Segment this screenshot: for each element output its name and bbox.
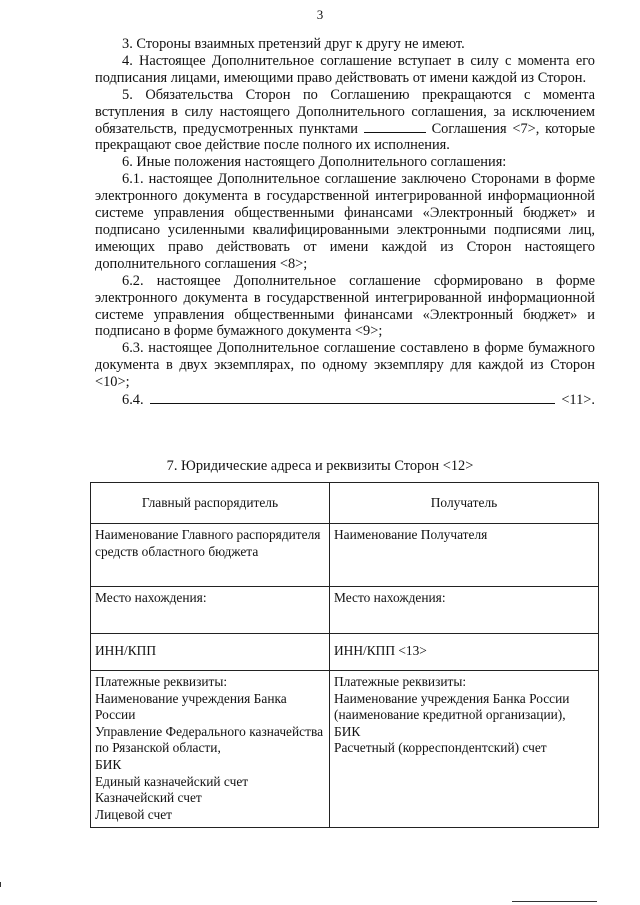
payment-line: Наименование учреждения Банка России (наименование кредитной организации), xyxy=(334,690,570,723)
payment-line: Платежные реквизиты: xyxy=(95,674,228,689)
payment-line: Лицевой счет xyxy=(95,806,173,822)
table-row xyxy=(91,524,599,587)
chief-manager-name: Наименование Главного распорядителя средств областного бюджета xyxy=(91,524,330,587)
recipient-location: Место нахождения: xyxy=(330,587,599,634)
header-chief-manager: Главный распорядитель xyxy=(91,483,330,524)
clause-3: 3. Стороны взаимных претензий друг к другу не имеют. xyxy=(122,36,465,52)
payment-line: Платежные реквизиты: xyxy=(334,674,467,689)
clause-5-tail: Соглашения <7>, которые прекращают свое действие после полного их исполнения. xyxy=(95,120,595,154)
clause-5-text: 5. Обязательства Сторон по Соглашению прекращаются с момента вступления в силу настоящего Дополнительного соглашения, за исключением обязательств, предусмотренных пунктами xyxy=(95,86,595,137)
clause-6-4-blank xyxy=(150,391,556,404)
clause-6-4-note: <11>. xyxy=(561,392,595,409)
header-recipient: Получатель xyxy=(330,483,599,524)
payment-line: Управление Федерального казначейства по Рязанской области, xyxy=(95,723,324,756)
recipient-inn: ИНН/КПП <13> xyxy=(330,634,599,671)
clause-6-3: 6.3. настоящее Дополнительное соглашение составлено в форме бумажного документа в двух экземплярах, по одному экземпляру для каждой из Сторон <10>; xyxy=(95,340,595,391)
clause-4: 4. Настоящее Дополнительное соглашение вступает в силу с момента его подписания лицами, имеющими право действовать от имени каждой из Сторон. xyxy=(95,52,595,86)
chief-manager-location: Место нахождения: xyxy=(91,587,330,634)
recipient-payment-details xyxy=(330,671,599,828)
payment-line: Наименование учреждения Банка России xyxy=(95,690,287,723)
section-heading: 7. Юридические адреса и реквизиты Сторон <12> xyxy=(166,458,474,474)
clause-6-4 xyxy=(95,391,595,409)
recipient-name: Наименование Получателя xyxy=(330,524,599,587)
clause-5 xyxy=(95,87,595,155)
clause-6-1: 6.1. настоящее Дополнительное соглашение заключено Сторонами в форме электронного документа в государственной интегрированной информационной системе управления общественными финансами «Электронный бюджет» и подписано усиленными квалифицированными электронными подписями лиц, имеющих право действовать от имени каждой из Сторон настоящего дополнительного соглашения <8>; xyxy=(95,171,595,272)
page-number: 3 xyxy=(316,7,324,22)
payment-line: Единый казначейский счет xyxy=(95,773,249,789)
agreement-text xyxy=(95,36,595,409)
clause-6-4-label: 6.4. xyxy=(122,392,144,409)
footer-rule xyxy=(512,901,597,902)
chief-manager-inn: ИНН/КПП xyxy=(91,634,330,671)
chief-manager-payment-details xyxy=(91,671,330,828)
scan-mark xyxy=(0,882,4,887)
clause-6-2: 6.2. настоящее Дополнительное соглашение сформировано в форме электронного документа в государственной интегрированной информационной системе управления общественными финансами «Электронный бюджет» и подписано в форме бумажного документа <9>; xyxy=(95,272,595,340)
table-row xyxy=(91,634,599,671)
payment-line: БИК xyxy=(334,723,361,739)
table-row xyxy=(91,587,599,634)
payment-line: Расчетный (корреспондентский) счет xyxy=(334,740,547,756)
payment-line: БИК xyxy=(95,756,122,772)
requisites-table xyxy=(90,482,599,828)
payment-line: Казначейский счет xyxy=(95,790,202,806)
clause-numbers-blank xyxy=(364,122,426,133)
clause-6: 6. Иные положения настоящего Дополнительного соглашения: xyxy=(122,154,507,171)
table-row xyxy=(91,671,599,828)
table-header-row xyxy=(91,483,599,524)
